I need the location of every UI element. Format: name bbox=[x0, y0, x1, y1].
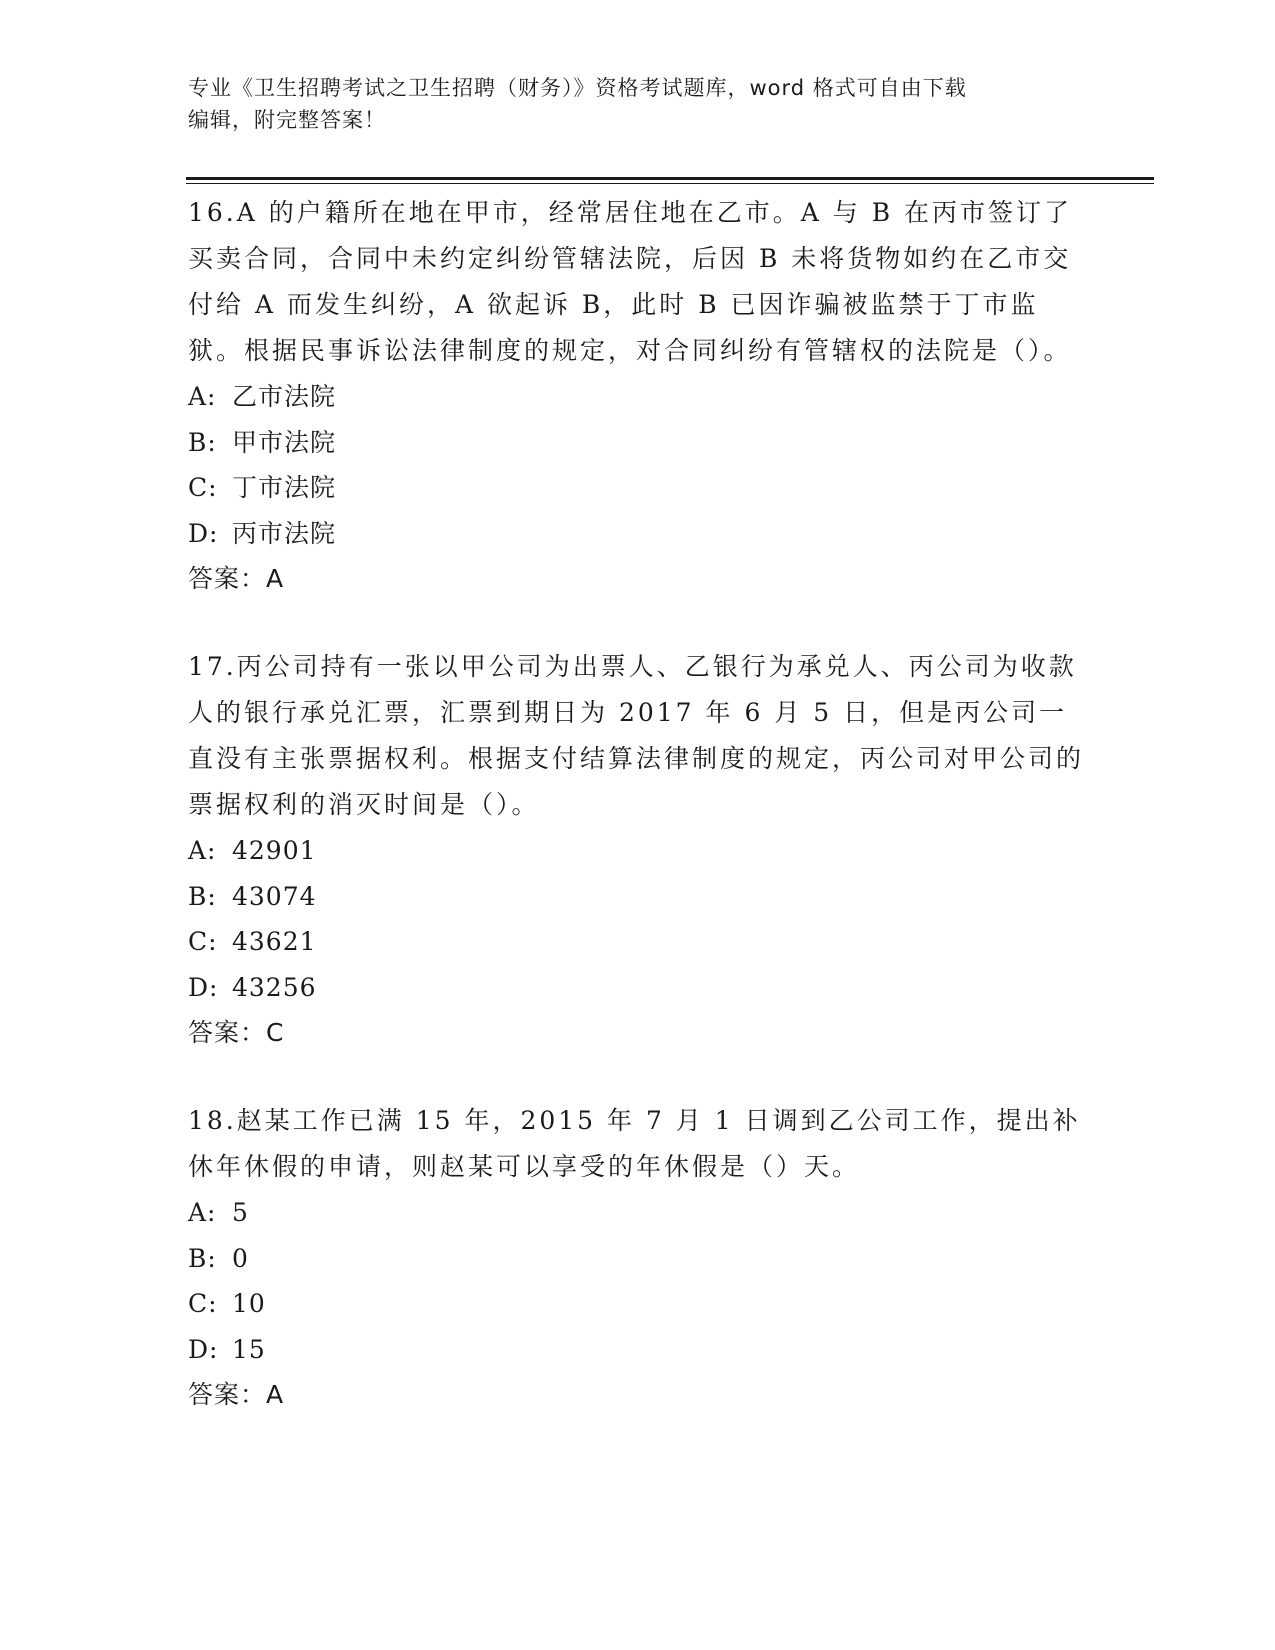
option-key: C: bbox=[188, 1289, 218, 1318]
option-text: 乙市法院 bbox=[232, 382, 337, 411]
option-text: 丁市法院 bbox=[232, 473, 337, 502]
option-text: 15 bbox=[232, 1334, 266, 1364]
option-key: C: bbox=[188, 927, 218, 956]
option-key: A: bbox=[188, 382, 217, 411]
option-key: B: bbox=[188, 1243, 217, 1273]
option-text: 43256 bbox=[232, 972, 317, 1002]
option-text: 43074 bbox=[232, 881, 317, 911]
option-d bbox=[188, 511, 1088, 557]
option-key: D: bbox=[188, 972, 219, 1002]
option-a bbox=[188, 1190, 1088, 1236]
option-c bbox=[188, 465, 1088, 511]
header-divider-thick bbox=[186, 177, 1154, 180]
option-text: 42901 bbox=[232, 836, 317, 865]
option-key: A: bbox=[188, 1198, 217, 1227]
option-d bbox=[188, 965, 1088, 1011]
option-text: 43621 bbox=[232, 927, 317, 956]
option-a bbox=[188, 374, 1088, 420]
question-text: 16.A 的户籍所在地在甲市，经常居住地在乙市。A 与 B 在丙市签订了买卖合同，合同中未约定纠纷管辖法院，后因 B 未将货物如约在乙市交付给 A 而发生纠纷，A 欲起诉 B，此时 B 已因诈骗被监禁于丁市监狱。根据民事诉讼法律制度的规定，对合同纠纷有管辖权的法院是（）。 bbox=[188, 198, 1073, 365]
option-text: 0 bbox=[232, 1243, 249, 1273]
option-text: 丙市法院 bbox=[232, 518, 337, 548]
option-key: D: bbox=[188, 518, 219, 548]
option-b bbox=[188, 420, 1088, 466]
option-key: B: bbox=[188, 427, 217, 457]
question-18 bbox=[188, 1098, 1088, 1418]
header-line-1: 专业《卫生招聘考试之卫生招聘（财务）》资格考试题库，word 格式可自由下载 bbox=[188, 76, 967, 100]
option-c bbox=[188, 1281, 1088, 1327]
question-17 bbox=[188, 644, 1088, 1056]
question-list bbox=[188, 190, 1088, 1460]
header-divider-thin bbox=[186, 183, 1154, 184]
option-a bbox=[188, 828, 1088, 874]
header-line-2: 编辑，附完整答案！ bbox=[188, 108, 386, 132]
option-c bbox=[188, 919, 1088, 965]
option-d bbox=[188, 1327, 1088, 1373]
option-text: 甲市法院 bbox=[232, 427, 337, 457]
answer-line: 答案：A bbox=[188, 1380, 285, 1409]
question-text: 18.赵某工作已满 15 年，2015 年 7 月 1 日调到乙公司工作，提出补休年休假的申请，则赵某可以享受的年休假是（）天。 bbox=[188, 1106, 1081, 1181]
answer-line: 答案：C bbox=[188, 1018, 285, 1047]
option-key: C: bbox=[188, 473, 218, 502]
question-text: 17.丙公司持有一张以甲公司为出票人、乙银行为承兑人、丙公司为收款人的银行承兑汇票，汇票到期日为 2017 年 6 月 5 日，但是丙公司一直没有主张票据权利。根据支付结算法律制度的规定，丙公司对甲公司的票据权利的消灭时间是（）。 bbox=[188, 652, 1085, 819]
option-key: A: bbox=[188, 836, 217, 865]
option-key: B: bbox=[188, 881, 217, 911]
answer-line: 答案：A bbox=[188, 564, 285, 593]
option-b bbox=[188, 1236, 1088, 1282]
question-16 bbox=[188, 190, 1088, 602]
option-key: D: bbox=[188, 1334, 219, 1364]
option-b bbox=[188, 874, 1088, 920]
document-header bbox=[188, 72, 1068, 136]
option-text: 10 bbox=[232, 1289, 266, 1318]
option-text: 5 bbox=[232, 1198, 249, 1227]
